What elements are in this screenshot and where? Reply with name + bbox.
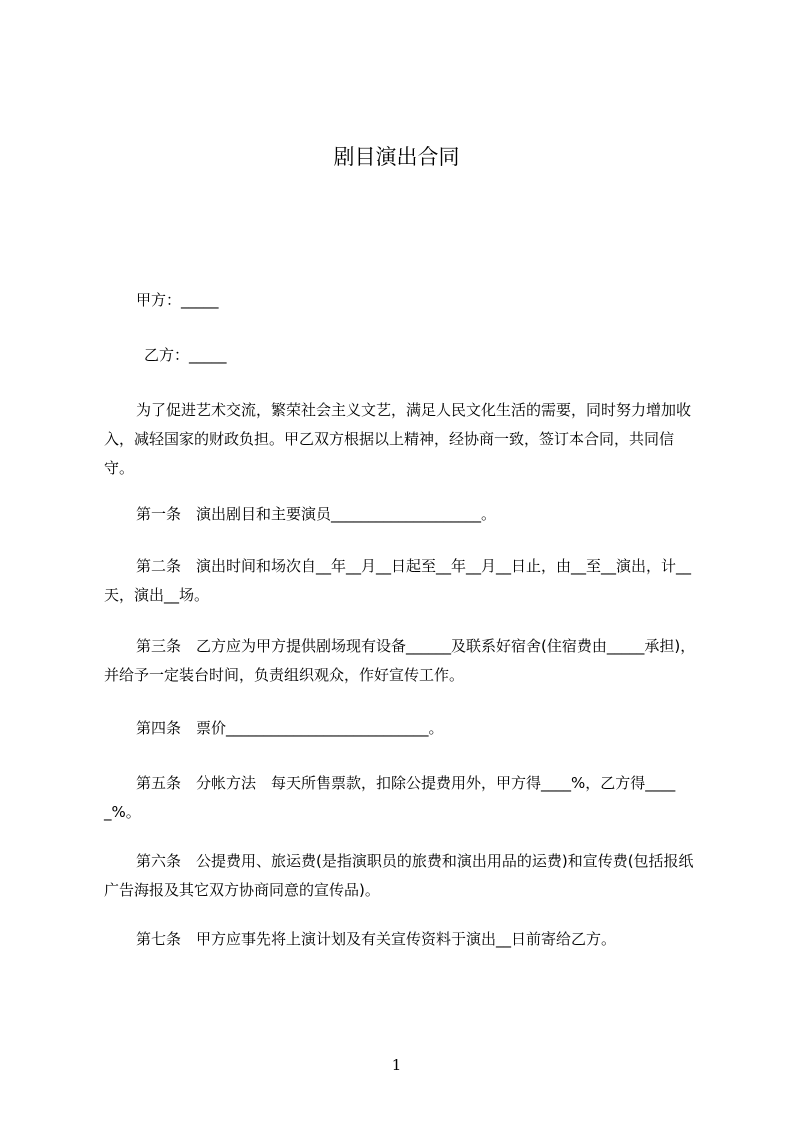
party-a-line: 甲方：_____ <box>136 291 219 309</box>
article-3: 第三条 乙方应为甲方提供剧场现有设备______及联系好宿舍(住宿费由_____承担)，并给予一定装台时间，负责组织观众，作好宣传工作。 <box>104 637 696 684</box>
article-1: 第一条 演出剧目和主要演员____________________。 <box>136 505 497 523</box>
intro-paragraph: 为了促进艺术交流，繁荣社会主义文艺，满足人民文化生活的需要，同时努力增加收入，减轻国家的财政负担。甲乙双方根据以上精神，经协商一致，签订本合同，共同信守。 <box>104 401 692 477</box>
page-number: 1 <box>391 1056 402 1074</box>
article-5: 第五条 分帐方法 每天所售票款，扣除公提费用外，甲方得____%，乙方得_____%。 <box>104 774 676 821</box>
article-7: 第七条 甲方应事先将上演计划及有关宣传资料于演出__日前寄给乙方。 <box>136 930 617 948</box>
article-2: 第二条 演出时间和场次自__年__月__日起至__年__月__日止，由__至__演出，计__天，演出__场。 <box>104 557 692 604</box>
article-4: 第四条 票价___________________________。 <box>136 719 444 737</box>
party-b-line: 乙方：_____ <box>144 346 227 364</box>
document-title: 剧目演出合同 <box>333 145 460 169</box>
article-6: 第六条 公提费用、旅运费(是指演职员的旅费和演出用品的运费)和宣传费(包括报纸广告海报及其它双方协商同意的宣传品)。 <box>104 852 694 899</box>
